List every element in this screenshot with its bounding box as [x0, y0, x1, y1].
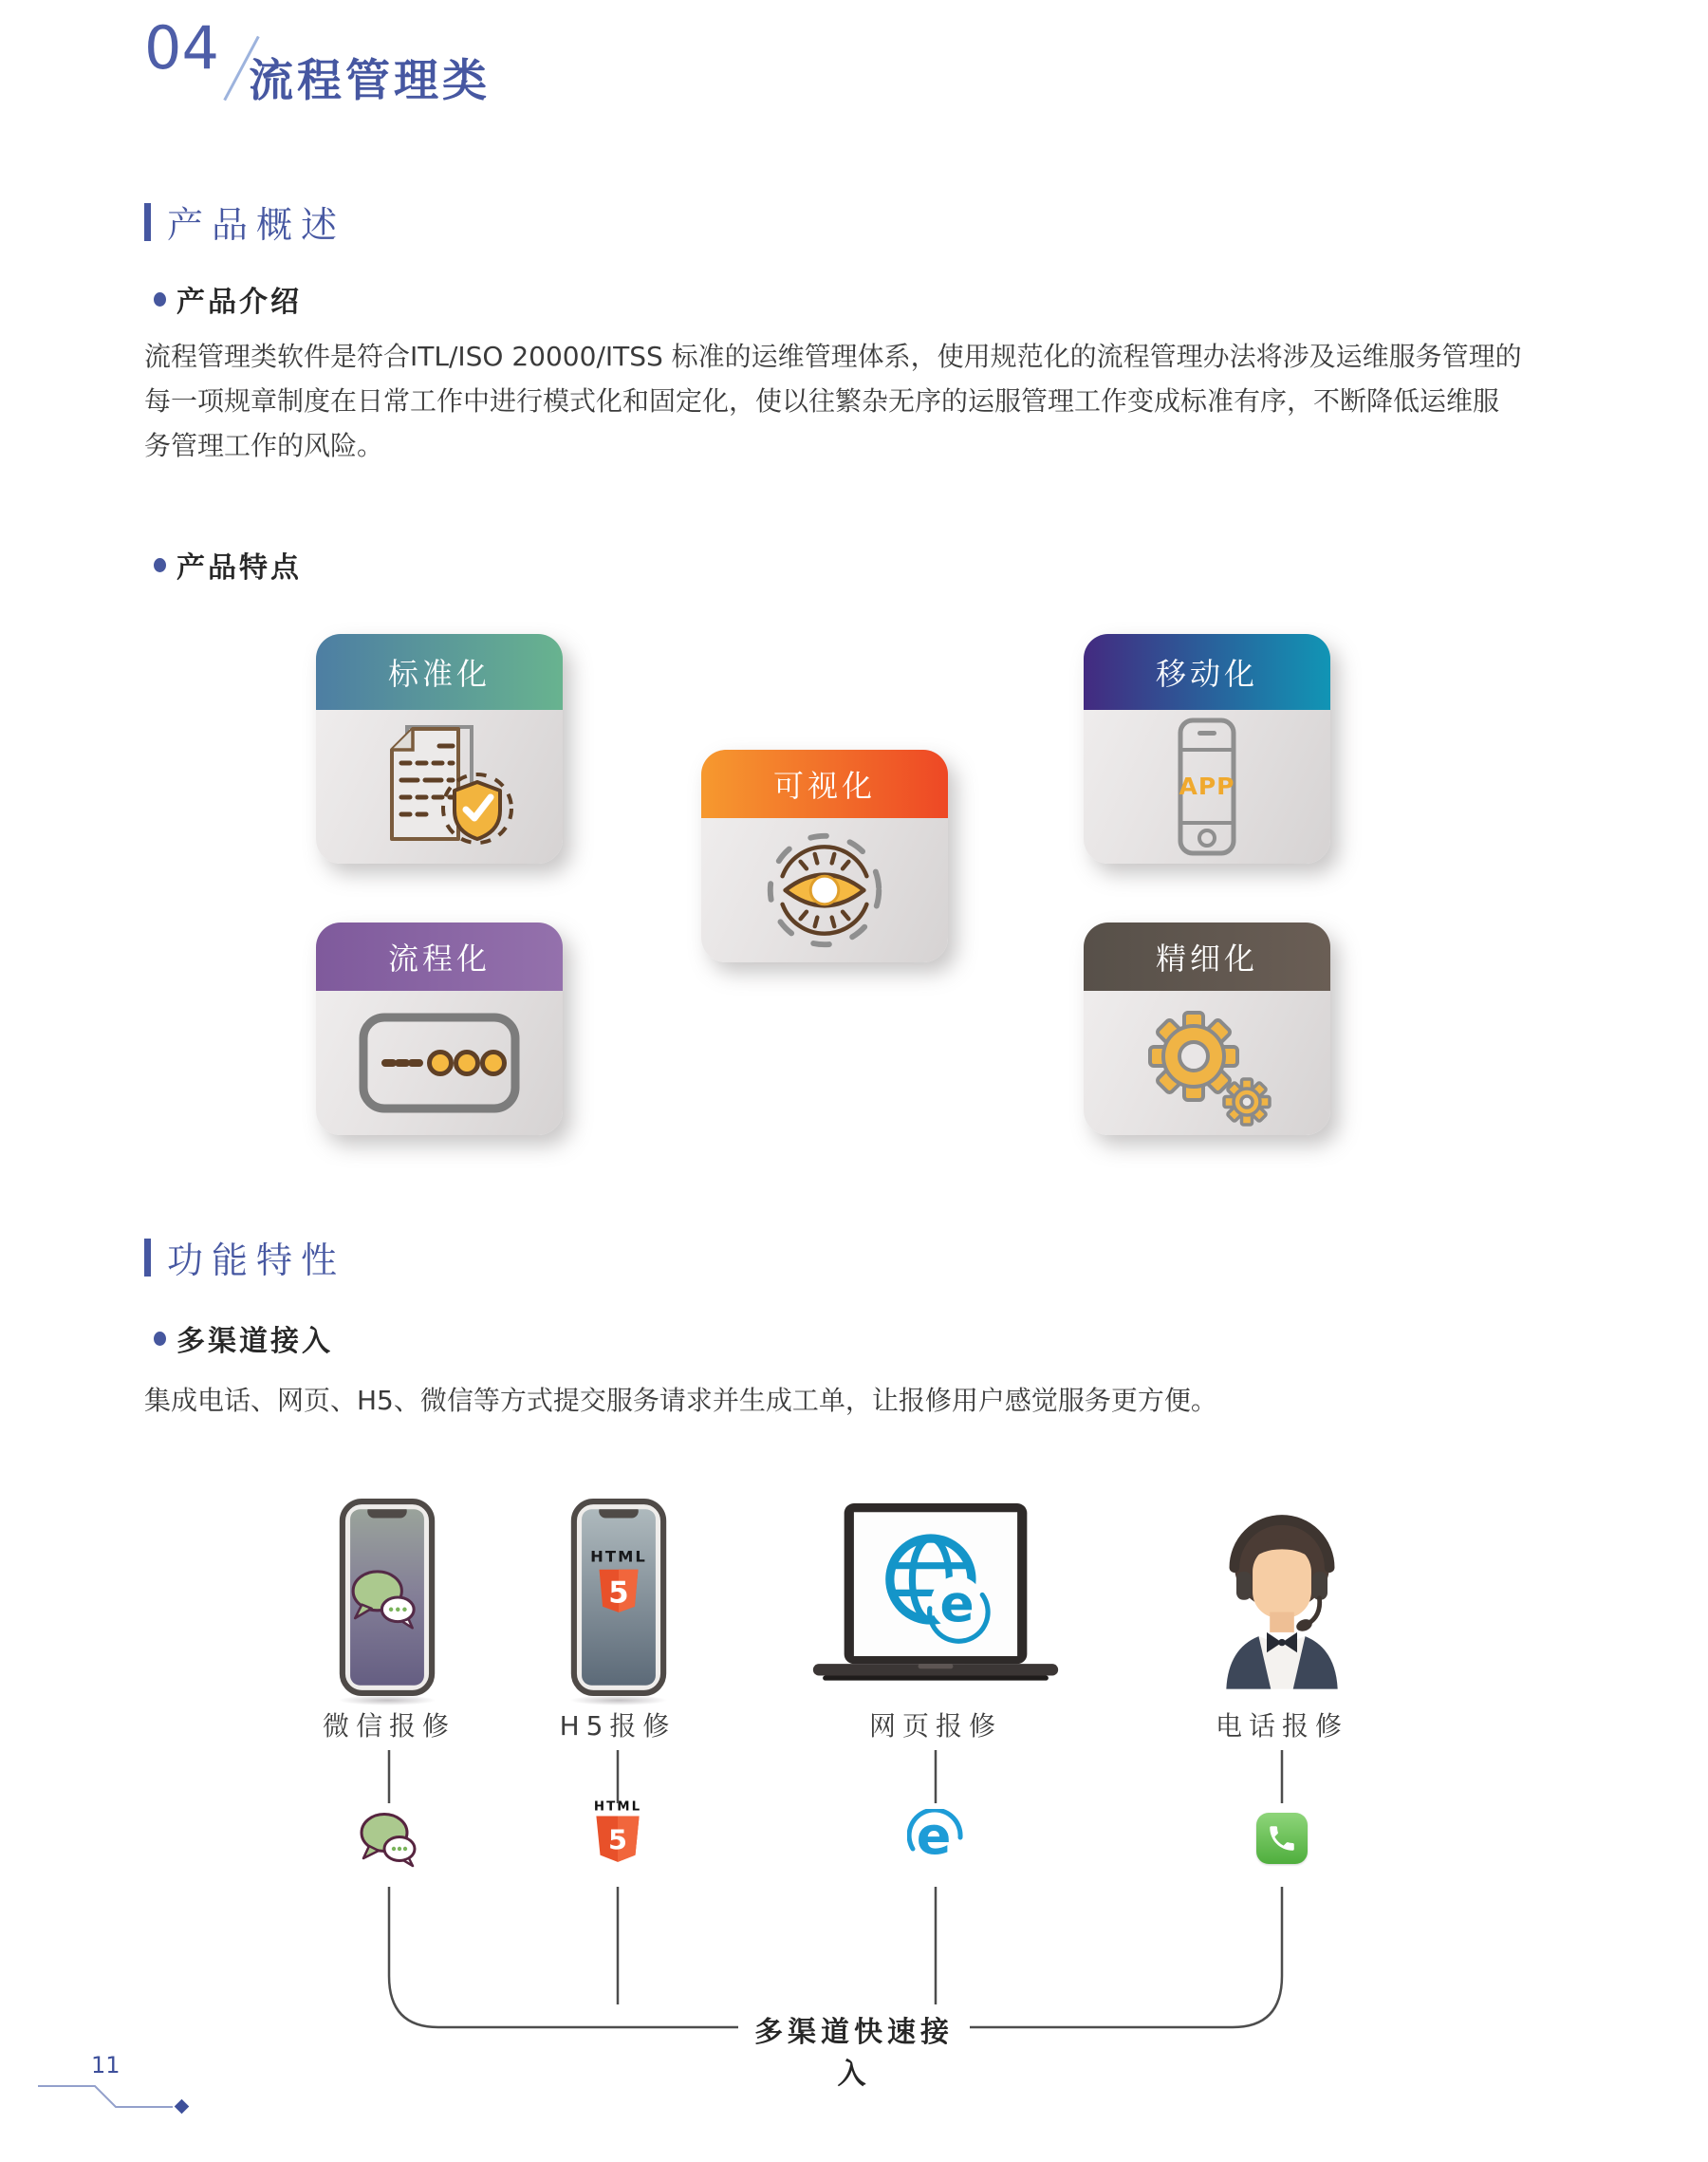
feature-card-visualization	[701, 750, 948, 962]
eye-icon	[753, 820, 896, 960]
card-label: 流程化	[387, 941, 491, 977]
bullet-dot-icon	[154, 292, 166, 307]
section-bar	[144, 1239, 151, 1277]
phone-icon	[1256, 1813, 1308, 1864]
chapter-title: 流程管理类	[249, 55, 491, 107]
card-body	[1084, 710, 1330, 864]
svg-text:5: 5	[607, 1823, 628, 1856]
card-label: 精细化	[1155, 941, 1258, 977]
svg-text:e: e	[939, 1575, 975, 1634]
feature-card-workflow	[316, 923, 563, 1135]
card-header	[316, 634, 563, 710]
multichannel-paragraph: 集成电话、网页、H5、微信等方式提交服务请求并生成工单，让报修用户感觉服务更方便。	[144, 1385, 1217, 1416]
svg-text:HTML: HTML	[590, 1547, 647, 1566]
card-header	[1084, 923, 1330, 991]
feature-card-mobilization	[1084, 634, 1330, 864]
feature-card-refinement	[1084, 923, 1330, 1135]
card-header	[316, 923, 563, 991]
bullet-dot-icon	[154, 558, 166, 572]
card-header	[1084, 634, 1330, 710]
card-label: 标准化	[387, 656, 491, 692]
card-body	[316, 991, 563, 1135]
card-body	[1084, 991, 1330, 1135]
phone-shadow	[338, 1695, 436, 1705]
card-header	[701, 750, 948, 818]
multichannel-heading-label: 多渠道接入	[176, 1325, 333, 1358]
laptop-browser-icon	[793, 1501, 1078, 1700]
page-number: 11	[91, 2052, 121, 2078]
card-label: 可视化	[772, 768, 876, 804]
chapter-number: 04	[144, 13, 219, 83]
card-body	[701, 818, 948, 962]
section-bar	[144, 203, 151, 241]
phone-repair-label: 电话报修	[1215, 1710, 1348, 1742]
h5-repair-label: H5报修	[559, 1710, 677, 1742]
footer-rule	[38, 2086, 173, 2107]
bullet-dot-icon	[154, 1332, 166, 1346]
intro-heading	[154, 278, 302, 320]
convergence-label: 多渠道快速接入	[740, 2008, 968, 2092]
svg-text:e: e	[916, 1809, 952, 1866]
web-repair-label: 网页报修	[868, 1710, 1002, 1742]
card-body	[316, 710, 563, 864]
ie-icon	[907, 1809, 964, 1870]
functions-title: 功能特性	[167, 1239, 346, 1281]
html5-icon	[590, 1797, 645, 1871]
svg-text:APP: APP	[1179, 773, 1235, 800]
svg-text:HTML: HTML	[593, 1799, 642, 1815]
card-label: 移动化	[1155, 656, 1258, 692]
feature-card-standardization	[316, 634, 563, 864]
wechat-repair-label: 微信报修	[322, 1710, 455, 1742]
workflow-icon	[353, 1007, 526, 1119]
footer-diamond-icon	[175, 2099, 190, 2115]
mobile-app-icon	[1150, 716, 1264, 858]
wechat-phone-icon	[338, 1498, 436, 1701]
svg-text:5: 5	[608, 1575, 629, 1611]
operator-icon	[1206, 1515, 1358, 1696]
document-shield-icon	[358, 721, 521, 852]
h5-phone-icon	[569, 1498, 668, 1701]
overview-title: 产品概述	[167, 204, 346, 246]
section-overview-heading	[144, 196, 345, 248]
wechat-icon	[356, 1809, 422, 1872]
gears-icon	[1131, 997, 1283, 1128]
multichannel-heading	[154, 1317, 333, 1359]
intro-paragraph: 流程管理类软件是符合ITL/ISO 20000/ITSS 标准的运维管理体系，使用规范化的流程管理办法将涉及运维服务管理的 每一项规章制度在日常工作中进行模式化和固定化，使以往繁杂无序的运服管理工作变成标准有序，不断降低运维服 务管理工作的风险。	[144, 341, 1522, 461]
section-functions-heading	[144, 1231, 345, 1283]
phone-shadow	[569, 1695, 668, 1705]
features-heading-label: 产品特点	[176, 551, 302, 585]
features-heading	[154, 544, 302, 586]
intro-heading-label: 产品介绍	[176, 286, 302, 319]
